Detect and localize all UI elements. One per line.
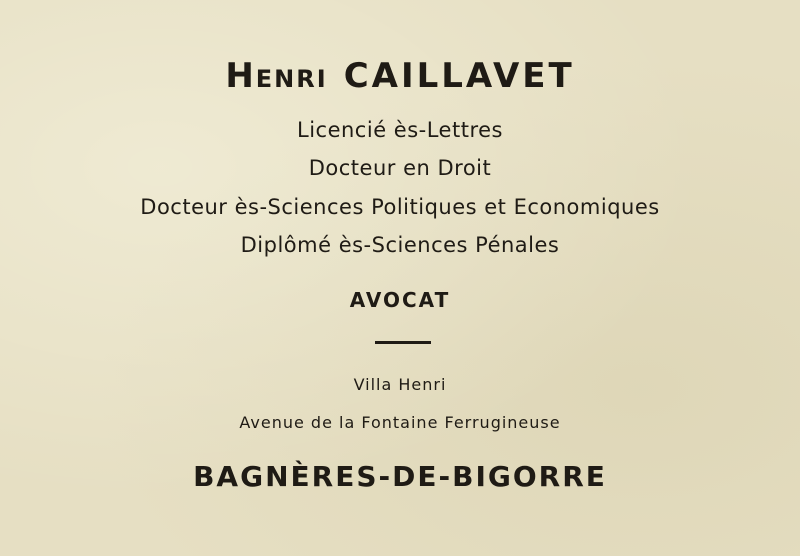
first-name: Henri	[225, 56, 328, 96]
address-city: BAGNÈRES-DE-BIGORRE	[193, 460, 607, 493]
profession: AVOCAT	[349, 288, 451, 312]
divider-rule	[375, 341, 431, 344]
card-name	[0, 56, 800, 96]
qualification-line: Docteur ès-Sciences Politiques et Economiques	[140, 195, 660, 219]
address-street: Avenue de la Fontaine Ferrugineuse	[239, 413, 561, 432]
address-house: Villa Henri	[353, 375, 447, 394]
qualification-line: Licencié ès-Lettres	[297, 118, 503, 142]
last-name: CAILLAVET	[343, 56, 575, 96]
qualification-line: Docteur en Droit	[308, 156, 492, 180]
qualification-line: Diplômé ès-Sciences Pénales	[240, 233, 560, 257]
